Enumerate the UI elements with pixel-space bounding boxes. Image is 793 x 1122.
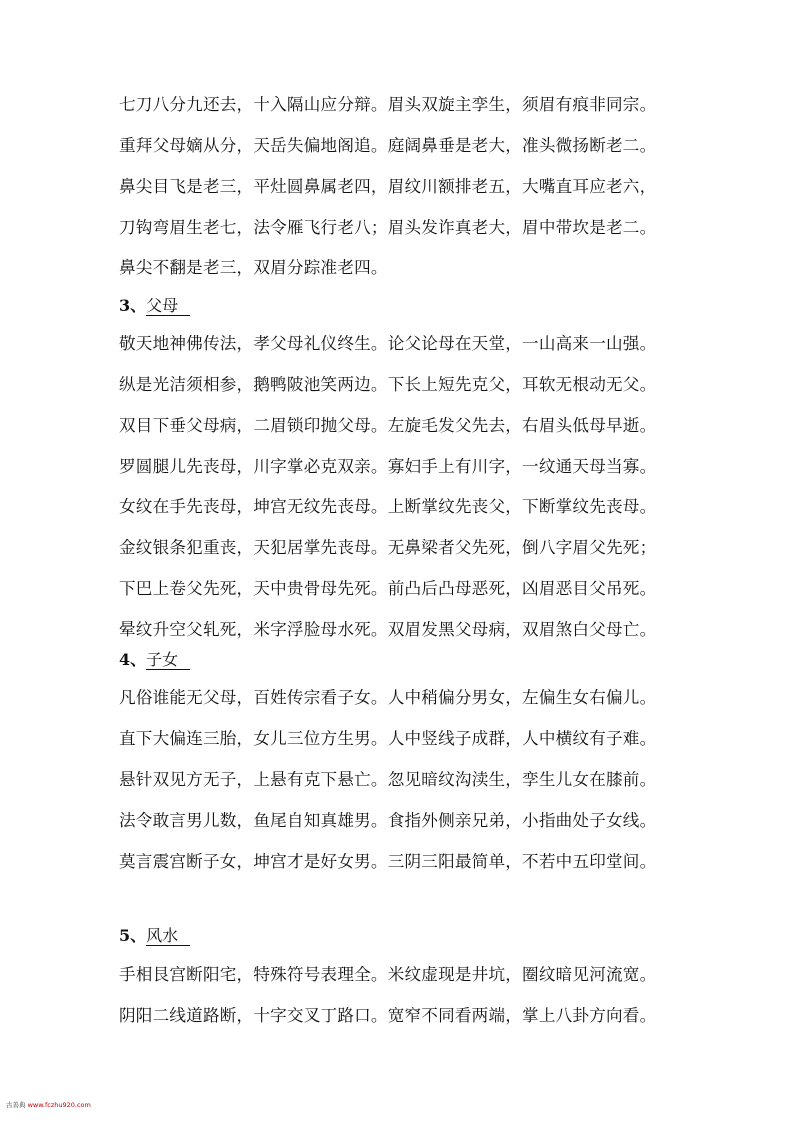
section-number: 4、 — [119, 650, 147, 669]
verse-line: 罗圆腿儿先丧母，川字掌必克双亲。寡妇手上有川字，一纹通天母当寡。 — [119, 457, 657, 476]
section-heading-children — [119, 649, 190, 671]
section-title: 父母 — [146, 297, 190, 316]
section-heading-parents — [119, 295, 190, 317]
footer-site-name: 古善典 — [6, 1101, 26, 1109]
verse-line: 金纹银条犯重丧，天犯居掌先丧母。无鼻梁者父先死，倒八字眉父先死； — [119, 538, 657, 557]
verse-line: 直下大偏连三胎，女儿三位方生男。人中竖线子成群，人中横纹有子难。 — [119, 729, 657, 748]
verse-line: 女纹在手先丧母，坤宫无纹先丧母。上断掌纹先丧父，下断掌纹先丧母。 — [119, 497, 657, 516]
verse-line: 手相艮宫断阳宅，特殊符号表理全。米纹虚现是井坑，圈纹暗见河流宽。 — [119, 965, 657, 984]
verse-line: 纵是光洁须相参，鹅鸭陂池笑两边。下长上短先克父，耳软无根动无父。 — [119, 375, 657, 394]
verse-line: 法令敢言男儿数，鱼尾自知真雄男。食指外侧亲兄弟，小指曲处子女线。 — [119, 811, 657, 830]
verse-line: 双目下垂父母病，二眉锁印抛父母。左旋毛发父先去，右眉头低母早逝。 — [119, 416, 657, 435]
verse-line: 下巴上卷父先死，天中贵骨母先死。前凸后凸母恶死，凶眉恶目父吊死。 — [119, 579, 657, 598]
verse-line: 重拜父母嫡从分，天岳失偏地阁追。庭阔鼻垂是老大，准头微扬断老二。 — [119, 136, 657, 155]
verse-line: 晕纹升空父轧死，米字浮脸母水死。双眉发黑父母病，双眉煞白父母亡。 — [119, 620, 657, 639]
section-title: 子女 — [146, 651, 190, 670]
section-title: 风水 — [146, 927, 190, 946]
verse-line: 刀钩弯眉生老七，法令雁飞行老八；眉头发诈真老大，眉中带坎是老二。 — [119, 218, 657, 237]
footer-url[interactable]: www.fczhu920.com — [27, 1101, 91, 1109]
verse-line: 鼻尖不翻是老三，双眉分踪准老四。 — [119, 258, 388, 277]
verse-line: 阴阳二线道路断，十字交叉丁路口。宽窄不同看两端，掌上八卦方向看。 — [119, 1006, 657, 1025]
verse-line: 悬针双见方无子，上悬有克下悬亡。忽见暗纹沟渎生，孪生儿女在膝前。 — [119, 770, 657, 789]
verse-line: 凡俗谁能无父母，百姓传宗看子女。人中稍偏分男女，左偏生女右偏儿。 — [119, 688, 657, 707]
section-number: 3、 — [119, 296, 147, 315]
verse-line: 莫言震宫断子女，坤宫才是好女男。三阴三阳最简单，不若中五印堂间。 — [119, 852, 657, 871]
verse-line: 七刀八分九还去，十入隔山应分辩。眉头双旋主孪生，须眉有痕非同宗。 — [119, 95, 657, 114]
footer-watermark — [6, 1101, 91, 1109]
section-number: 5、 — [119, 926, 147, 945]
verse-line: 敬天地神佛传法，孝父母礼仪终生。论父论母在天堂，一山高来一山强。 — [119, 334, 657, 353]
verse-line: 鼻尖目飞是老三，平灶圆鼻属老四，眉纹川额排老五，大嘴直耳应老六， — [119, 177, 657, 196]
section-heading-fengshui — [119, 925, 190, 947]
